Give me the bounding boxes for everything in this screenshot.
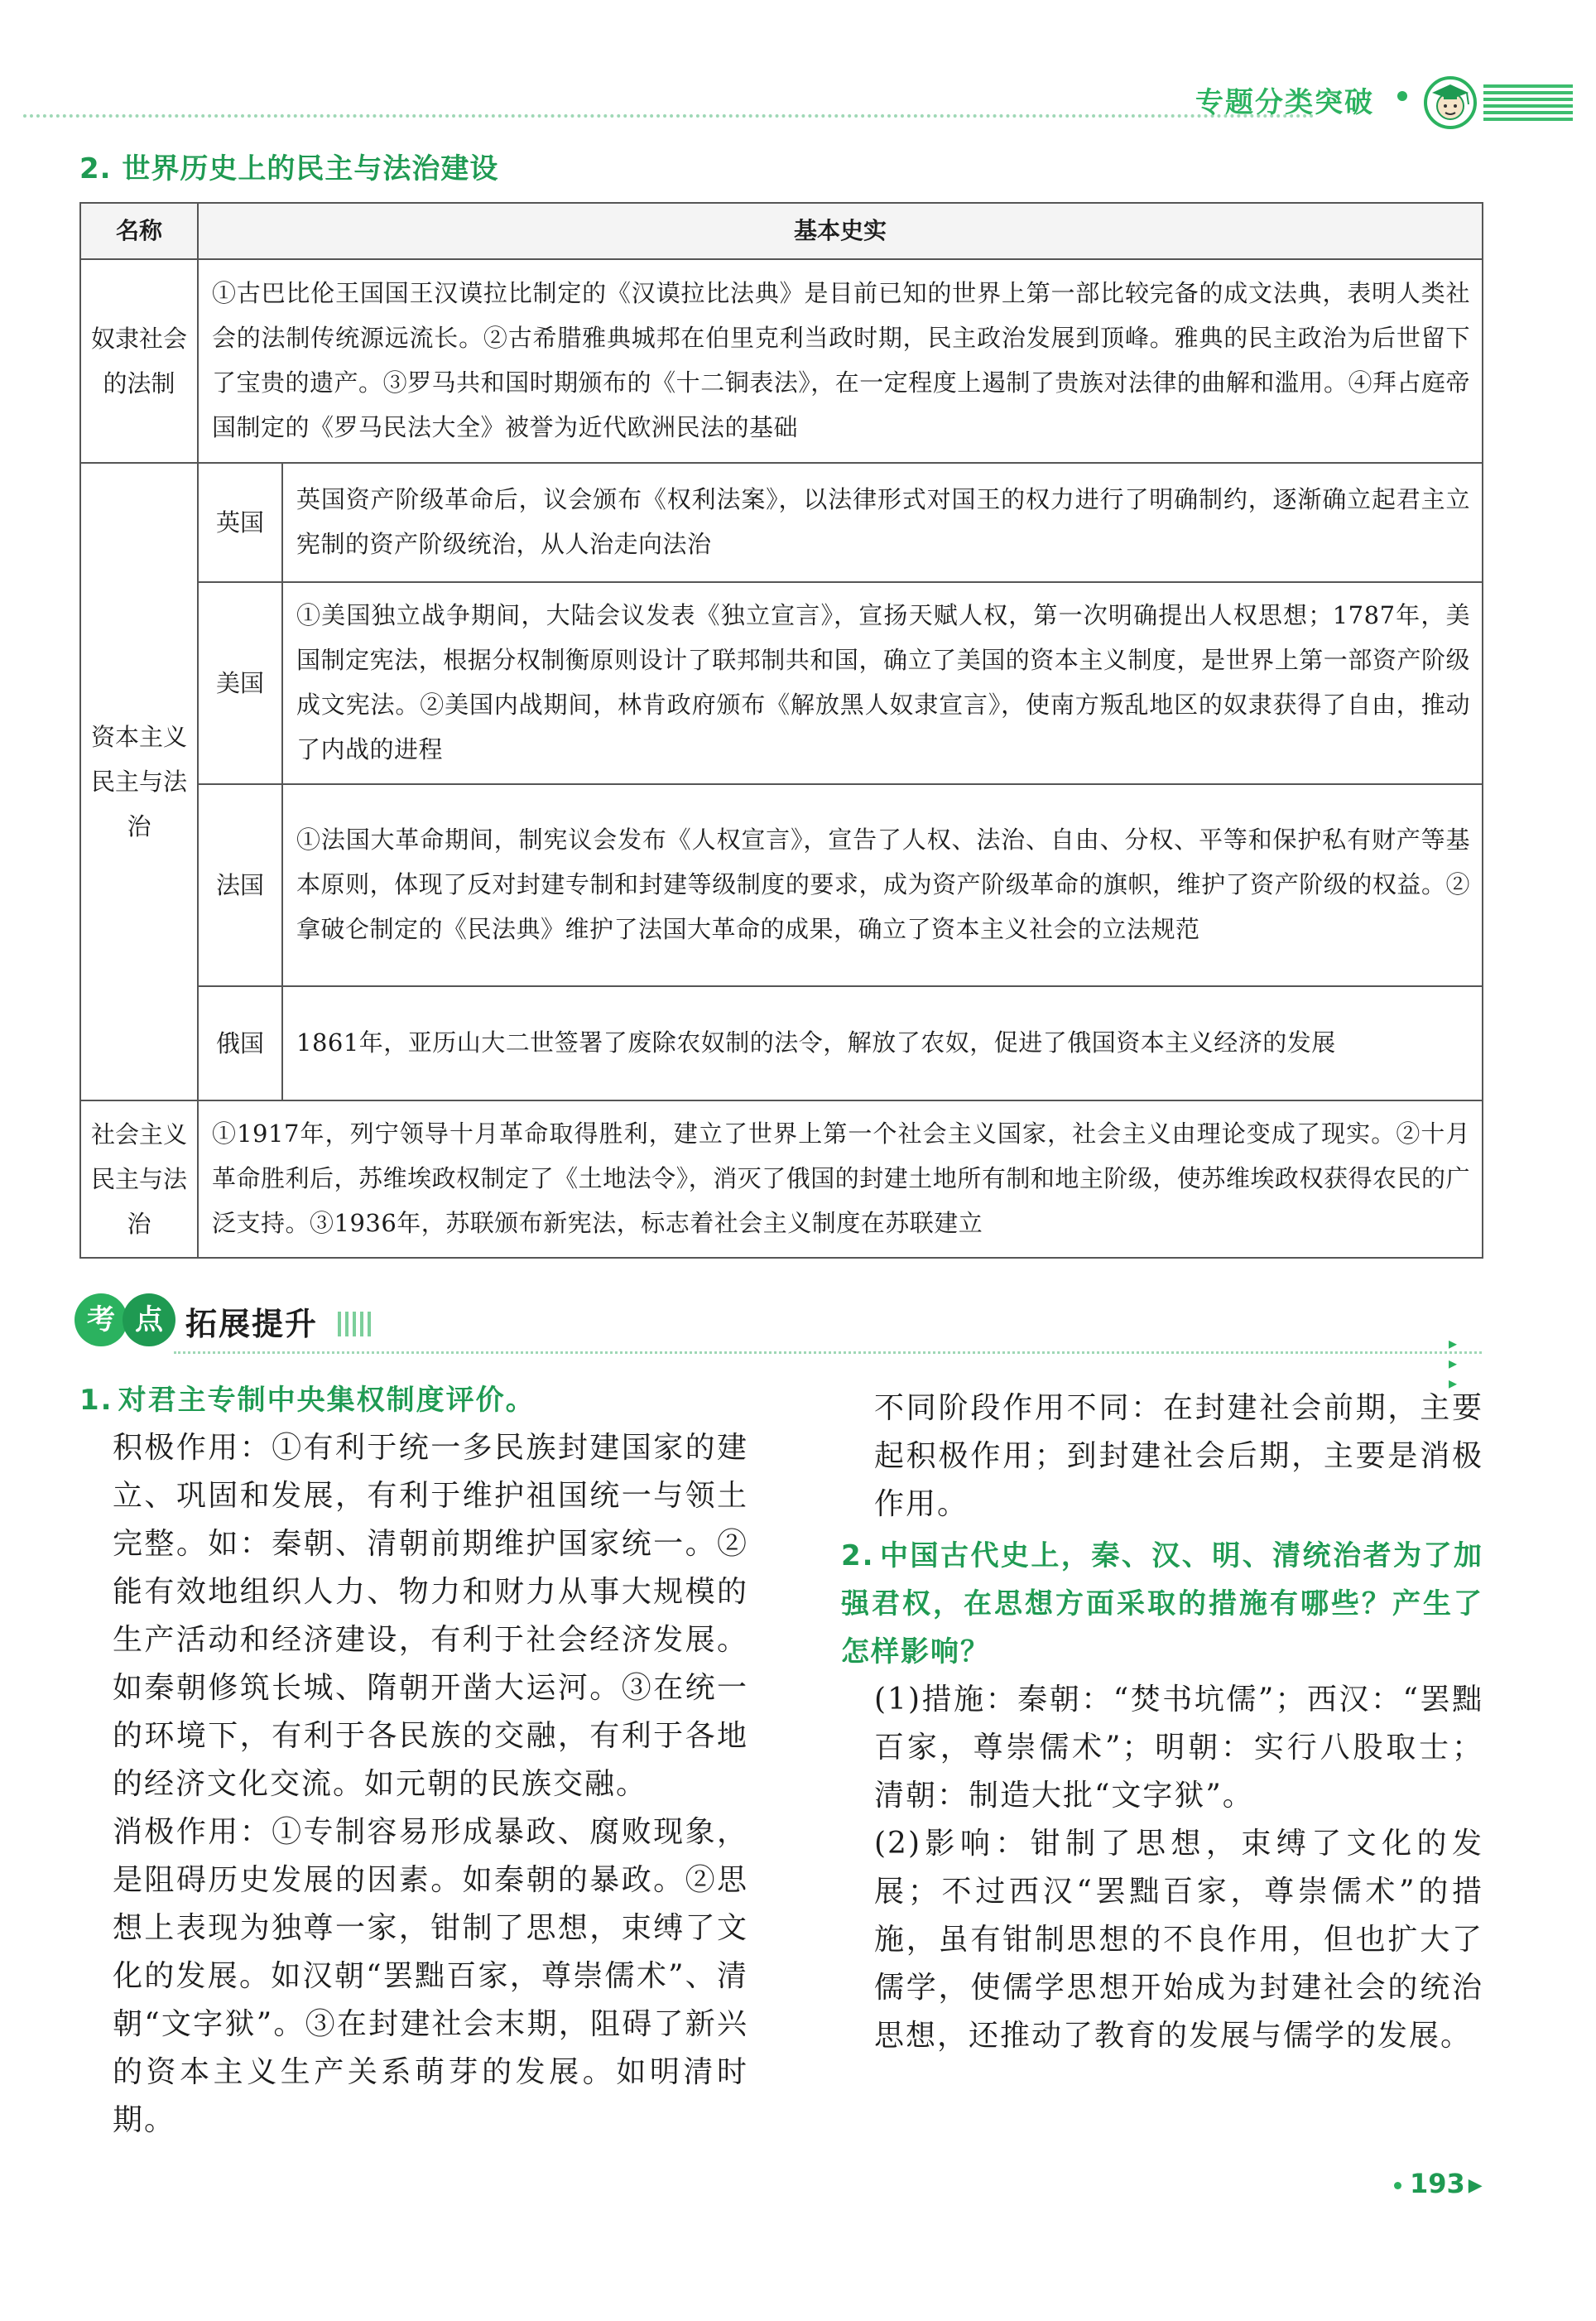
table-row	[80, 986, 1483, 1100]
table-row	[80, 259, 1483, 463]
row-name-slave-society: 奴隶社会的法制	[80, 259, 198, 463]
country-cell: 法国	[198, 784, 282, 986]
history-table	[79, 202, 1483, 1259]
col-header-facts: 基本史实	[198, 203, 1483, 259]
left-column	[79, 1376, 748, 2145]
row-text-socialist: ①1917年，列宁领导十月革命取得胜利，建立了世界上第一个社会主义国家，社会主义由理论变成了现实。②十月革命胜利后，苏维埃政权制定了《土地法令》，消灭了俄国的封建土地所有制和地主阶级，使苏维埃政权获得农民的广泛支持。③1936年，苏联颁布新宪法，标志着社会主义制度在苏联建立	[198, 1100, 1483, 1258]
country-text: 英国资产阶级革命后，议会颁布《权利法案》，以法律形式对国王的权力进行了明确制约，逐渐确立起君主立宪制的资产阶级统治，从人治走向法治	[282, 463, 1483, 582]
table-header-row	[80, 203, 1483, 259]
section-title: 2. 世界历史上的民主与法治建设	[79, 152, 499, 185]
question-2-text: 中国古代史上，秦、汉、明、清统治者为了加强君权，在思想方面采取的措施有哪些？产生了怎样影响？	[841, 1539, 1483, 1669]
banner-divider	[174, 1351, 1482, 1354]
row-name-capitalist: 资本主义民主与法治	[80, 463, 198, 1100]
country-text: ①美国独立战争期间，大陆会议发表《独立宣言》，宣扬天赋人权，第一次明确提出人权思想；1787年，美国制定宪法，根据分权制衡原则设计了联邦制共和国，确立了美国的资本主义制度，是世界上第一部资产阶级成文宪法。②美国内战期间，林肯政府颁布《解放黑人奴隶宣言》，使南方叛乱地区的奴隶获得了自由，推动了内战的进程	[282, 582, 1483, 784]
q1-positive: 积极作用：①有利于统一多民族封建国家的建立、巩固和发展，有利于维护祖国统一与领土完整。如：秦朝、清朝前期维护国家统一。②能有效地组织人力、物力和财力从事大规模的生产活动和经济建设，有利于社会经济发展。如秦朝修筑长城、隋朝开凿大运河。③在统一的环境下，有利于各民族的交融，有利于各地的经济文化交流。如元朝的民族交融。	[113, 1431, 748, 1801]
question-1-number: 1.	[79, 1384, 113, 1417]
page-arrow-icon: ▶	[1468, 2174, 1483, 2196]
page-number: 193	[1410, 2168, 1465, 2199]
table-row	[80, 784, 1483, 986]
country-cell: 俄国	[198, 986, 282, 1100]
header-divider	[23, 114, 1315, 118]
header-bullet	[1397, 91, 1407, 101]
student-mascot-icon	[1421, 71, 1480, 131]
badge-kao: 考	[75, 1293, 127, 1346]
header-stripes	[1483, 84, 1573, 121]
question-1-text: 对君主专制中央集权制度评价。	[118, 1384, 536, 1417]
page-bullet	[1394, 2182, 1401, 2189]
country-text: ①法国大革命期间，制宪议会发布《人权宣言》，宣告了人权、法治、自由、分权、平等和保护私有财产等基本原则，体现了反对封建专制和封建等级制度的要求，成为资产阶级革命的旗帜，维护了资产阶级的权益。②拿破仑制定的《民法典》维护了法国大革命的成果，确立了资本主义社会的立法规范	[282, 784, 1483, 986]
country-text: 1861年，亚历山大二世签署了废除农奴制的法令，解放了农奴，促进了俄国资本主义经济的发展	[282, 986, 1483, 1100]
row-text-slave-society: ①古巴比伦王国国王汉谟拉比制定的《汉谟拉比法典》是目前已知的世界上第一部比较完备的成文法典，表明人类社会的法制传统源远流长。②古希腊雅典城邦在伯里克利当政时期，民主政治发展到顶峰。雅典的民主政治为后世留下了宝贵的遗产。③罗马共和国时期颁布的《十二铜表法》，在一定程度上遏制了贵族对法律的曲解和滥用。④拜占庭帝国制定的《罗马民法大全》被誉为近代欧洲民法的基础	[198, 259, 1483, 463]
header-title: 专题分类突破	[1195, 86, 1374, 119]
q2-impact: (2)影响：钳制了思想，束缚了文化的发展；不过西汉“罢黜百家，尊崇儒术”的措施，虽有钳制思想的不良作用，但也扩大了儒学，使儒学思想开始成为封建社会的统治思想，还推动了教育的发展与儒学的发展。	[874, 1827, 1483, 2053]
table-row	[80, 582, 1483, 784]
right-column	[841, 1384, 1483, 2060]
q1-stages: 不同阶段作用不同：在封建社会前期，主要起积极作用；到封建社会后期，主要是消极作用。	[874, 1391, 1483, 1521]
table-row	[80, 463, 1483, 582]
col-header-name: 名称	[80, 203, 198, 259]
page-number-block	[1394, 2168, 1483, 2199]
q1-negative: 消极作用：①专制容易形成暴政、腐败现象，是阻碍历史发展的因素。如秦朝的暴政。②思想上表现为独尊一家，钳制了思想，束缚了文化的发展。如汉朝“罢黜百家，尊崇儒术”、清朝“文字狱”。③在封建社会末期，阻碍了新兴的资本主义生产关系萌芽的发展。如明清时期。	[113, 1815, 748, 2137]
table-row	[80, 1100, 1483, 1258]
q2-measures: (1)措施：秦朝：“焚书坑儒”；西汉：“罢黜百家，尊崇儒术”；明朝：实行八股取士；清朝：制造大批“文字狱”。	[874, 1683, 1483, 1813]
country-cell: 英国	[198, 463, 282, 582]
country-cell: 美国	[198, 582, 282, 784]
banner-dots	[338, 1312, 371, 1336]
badge-dian: 点	[123, 1293, 175, 1346]
banner-arrows-icon: ▸ ▸ ▸	[1449, 1333, 1469, 1393]
question-2-number: 2.	[841, 1539, 875, 1572]
question-2-title	[841, 1532, 1483, 1676]
row-name-socialist: 社会主义民主与法治	[80, 1100, 198, 1258]
question-1-title	[79, 1376, 748, 1424]
expansion-title: 拓展提升	[185, 1306, 319, 1342]
expansion-banner	[75, 1290, 1482, 1393]
